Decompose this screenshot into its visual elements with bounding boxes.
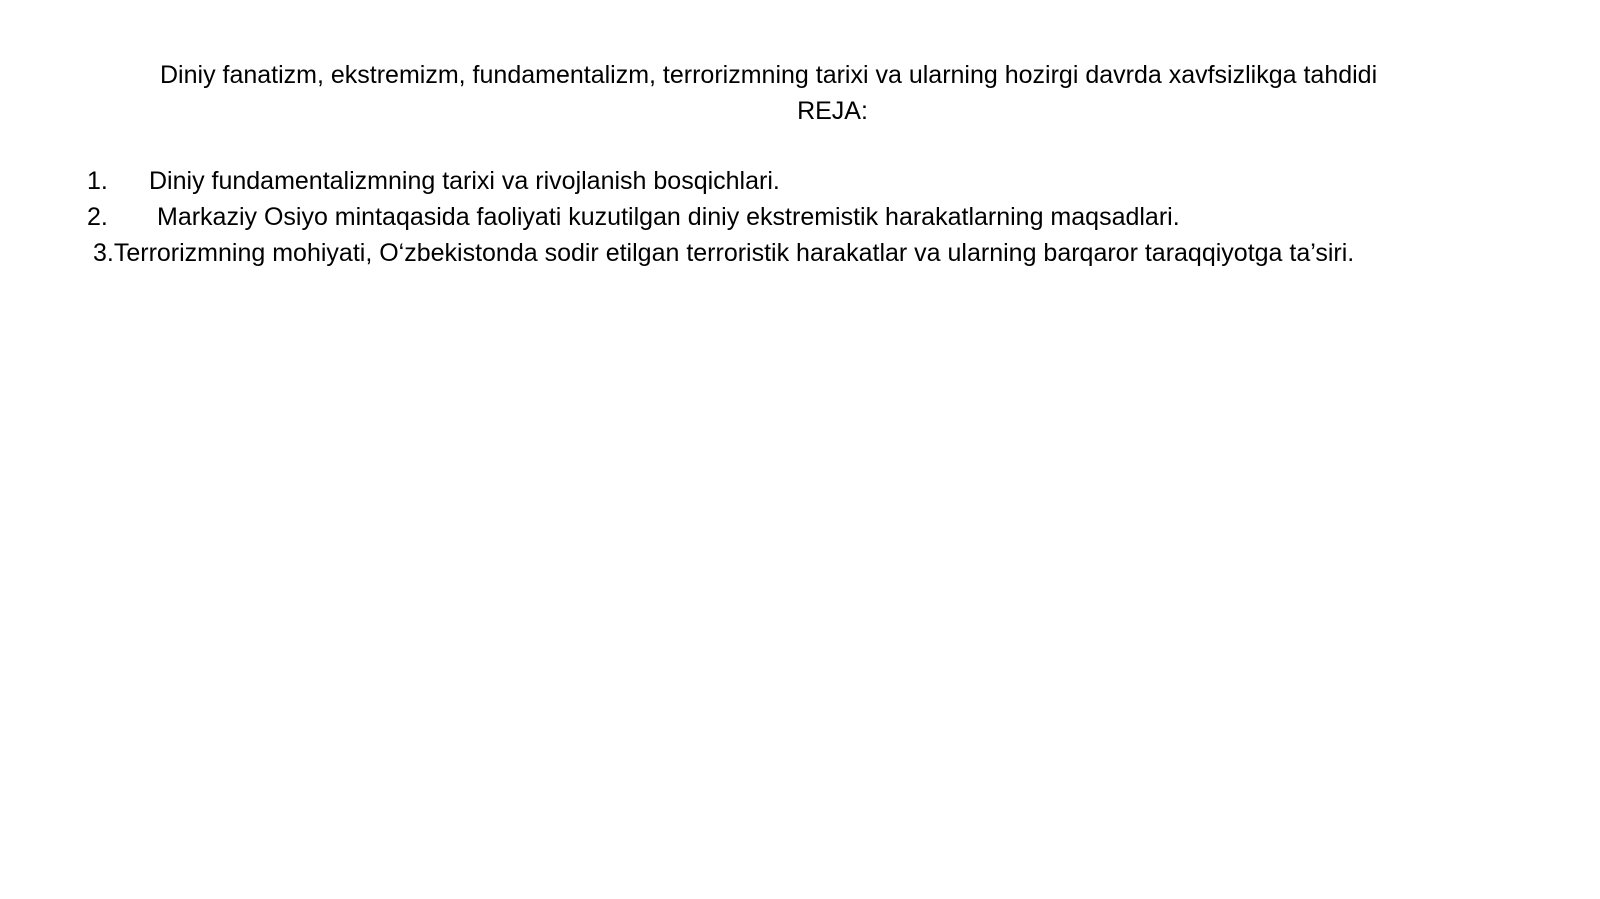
- plan-item-text: 3.Terrorizmning mohiyati, O‘zbekistonda sodir etilgan terroristik harakatlar va ularning barqaror taraqqiyotga ta’siri.: [93, 239, 1355, 267]
- plan-item-number: 2.: [87, 203, 108, 231]
- plan-item-number: 1.: [87, 167, 108, 195]
- plan-item-text: Diniy fundamentalizmning tarixi va rivojlanish bosqichlari.: [149, 167, 780, 195]
- plan-item-2: [87, 199, 1527, 235]
- document-title: Diniy fanatizm, ekstremizm, fundamentalizm, terrorizmning tarixi va ularning hozirgi davrda xavfsizlikga tahdidi: [160, 61, 1378, 89]
- plan-item-3: [87, 235, 1527, 271]
- plan-list: [87, 163, 1527, 271]
- plan-heading: REJA:: [797, 97, 868, 125]
- plan-item-1: [87, 163, 1527, 199]
- plan-item-text: Markaziy Osiyo mintaqasida faoliyati kuzutilgan diniy ekstremistik harakatlarning maqsadlari.: [157, 203, 1180, 231]
